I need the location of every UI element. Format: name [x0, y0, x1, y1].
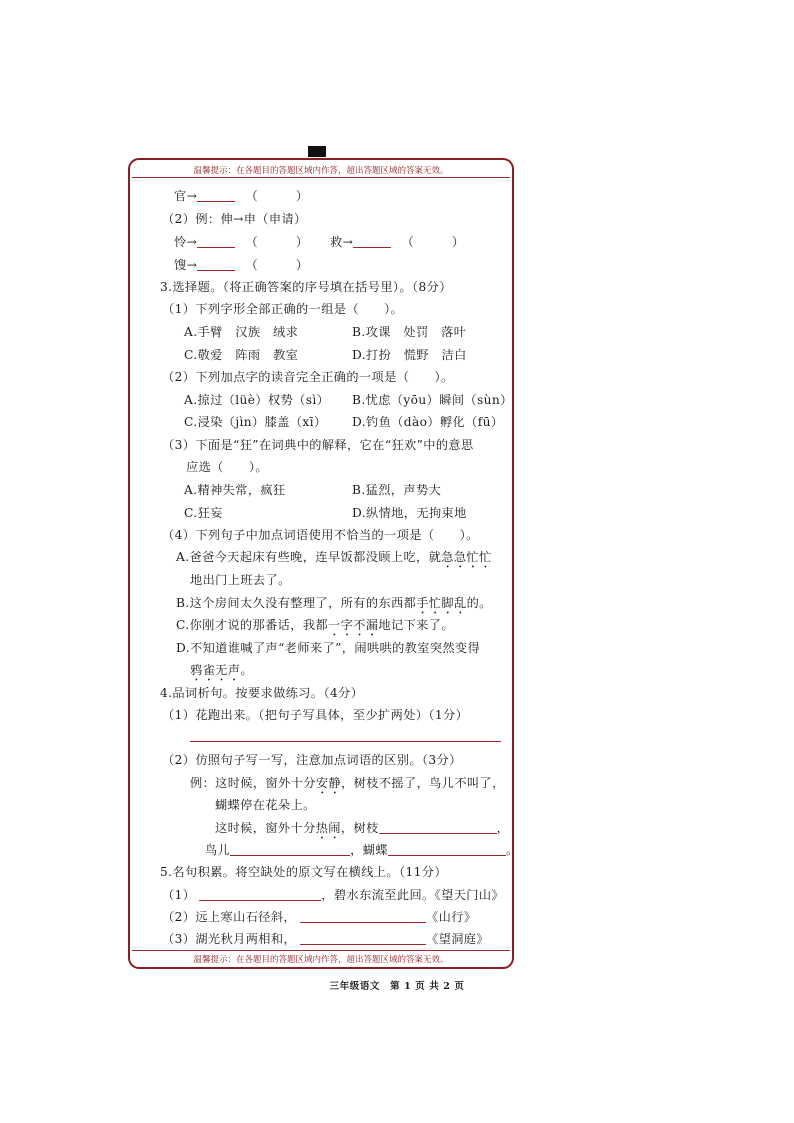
q3-s3-stem: （3）下面是“狂”在词典中的解释，它在“狂欢”中的意思: [162, 438, 474, 452]
answer-blank[interactable]: [199, 888, 321, 901]
answer-blank[interactable]: [388, 843, 506, 856]
answer-blank[interactable]: [230, 843, 350, 856]
q3-s1-option-a: A.手臂 汉族 绒求: [184, 325, 299, 339]
q5-item-2: （2）远上寒山石径斜， 《山行》: [162, 910, 477, 924]
q4-s1: （1）花跑出来。（把句子写具体，至少扩两处）（1分）: [162, 708, 469, 722]
q4-example-line1: 例：这时候，窗外十分安静，树枝不摇了，鸟儿不叫了，: [190, 776, 505, 790]
q5-item-3: （3）湖光秋月两相和， 《望洞庭》: [162, 932, 489, 946]
q2-row-jiu: 救→ （ ）: [330, 235, 465, 249]
bottom-notice: 温馨提示：在各题目的答题区域内作答，超出答题区域的答案无效。: [193, 955, 449, 965]
q3-s1-stem: （1）下列字形全部正确的一组是（ ）。: [162, 302, 404, 316]
answer-blank[interactable]: [197, 235, 235, 248]
q3-s4-option-b: B.这个房间太久没有整理了，所有的东西都手忙脚乱的。: [176, 596, 492, 610]
q4-title: 4.品词析句。按要求做练习。（4分）: [160, 686, 364, 700]
top-notice: 温馨提示：在各题目的答题区域内作答，超出答题区域的答案无效。: [193, 166, 449, 176]
bottom-notice-rule: [132, 950, 510, 951]
q4-example-line2: 蝴蝶停在花朵上。: [215, 798, 316, 812]
dotted-phrase: 鸦雀无声: [190, 663, 241, 677]
q2-row-lian: 怜→ （ ）: [174, 235, 309, 249]
answer-blank[interactable]: [353, 235, 391, 248]
q3-s3-option-b: B.猛烈，声势大: [352, 483, 442, 497]
dotted-phrase: 一字不漏: [328, 618, 379, 632]
q3-s1-option-d: D.打扮 慌野 洁白: [352, 348, 467, 362]
q3-s4-stem: （4）下列句子中加点词语使用不恰当的一项是（ ）。: [162, 528, 479, 542]
q3-s3-option-c: C.狂妄: [184, 506, 223, 520]
dotted-phrase: 急急忙忙: [441, 550, 492, 564]
q3-s2-option-c: C.浸染（jìn）膝盖（xī）: [184, 415, 327, 429]
q3-s2-option-a: A.掠过（lüè）权势（sì）: [184, 393, 330, 407]
q4-s1-answer-line[interactable]: [190, 741, 501, 742]
q3-s3-stem-cont: 应选（ ）。: [186, 460, 269, 474]
q3-s1-option-b: B.攻课 处罚 落叶: [352, 325, 467, 339]
q3-title: 3.选择题。（将正确答案的序号填在括号里）。（8分）: [160, 280, 452, 294]
q3-s2-option-b: B.忧虑（yōu）瞬间（sùn）: [352, 393, 513, 407]
q3-s3-option-a: A.精神失常，疯狂: [184, 483, 286, 497]
dotted-phrase: 安静: [315, 776, 342, 790]
answer-blank[interactable]: [300, 932, 426, 945]
q2-row-sou: 馊→ （ ）: [174, 258, 309, 272]
page-footer: 三年级语文 第 1 页 共 2 页: [329, 981, 465, 992]
q3-s3-option-d: D.纵情地，无拘束地: [352, 506, 467, 520]
q3-s4-option-d-cont: 鸦雀无声。: [190, 663, 253, 677]
answer-blank[interactable]: [197, 189, 235, 202]
q2-part2-label: （2）例：伸→申（申请）: [162, 212, 307, 226]
q2-row-guan: 官→ （ ）: [174, 189, 309, 203]
dotted-phrase: 热闹: [315, 821, 341, 835]
answer-blank[interactable]: [300, 910, 426, 923]
answer-blank[interactable]: [197, 258, 235, 271]
q3-s2-stem: （2）下列加点字的读音完全正确的一项是（ ）。: [162, 370, 454, 384]
q5-item-1: （1） ，碧水东流至此回。《望天门山》: [162, 888, 505, 902]
q3-s2-option-d: D.钓鱼（dào）孵化（fū）: [352, 415, 504, 429]
q4-write-line1: 这时候，窗外十分热闹，树枝 ，: [215, 821, 510, 835]
q3-s4-option-d: D.不知道谁喊了声“老师来了”，闹哄哄的教室突然变得: [176, 641, 481, 655]
q3-s4-option-a-cont: 地出门上班去了。: [190, 573, 291, 587]
q5-title: 5.名句积累。将空缺处的原文写在横线上。（11分）: [160, 865, 447, 879]
dotted-phrase: 手忙脚乱: [416, 596, 467, 610]
q4-write-line2: 鸟儿 ，蝴蝶 。: [205, 843, 519, 857]
q3-s4-option-c: C.你刚才说的那番话，我都一字不漏地记下来了。: [176, 618, 454, 632]
q3-s1-option-c: C.敬爱 阵雨 教室: [184, 348, 299, 362]
q4-s2: （2）仿照句子写一写，注意加点词语的区别。（3分）: [162, 753, 462, 767]
answer-blank[interactable]: [379, 821, 497, 834]
q3-s4-option-a: A.爸爸今天起床有些晚，连早饭都没顾上吃，就急急忙忙: [176, 550, 492, 564]
